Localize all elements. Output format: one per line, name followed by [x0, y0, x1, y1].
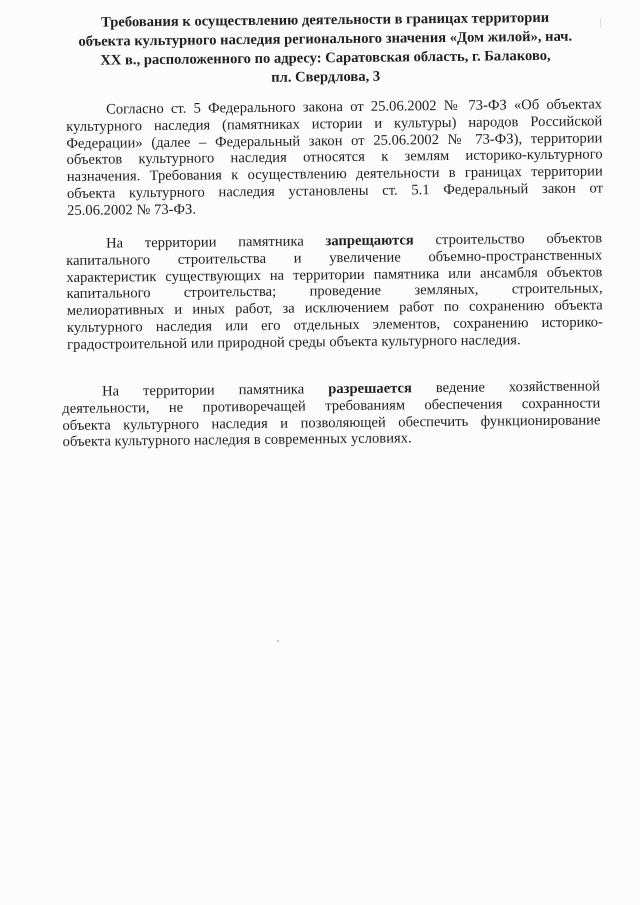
document-title	[60, 8, 591, 90]
paragraph-line: градостроительной или природной среды объекта культурного наследия.	[67, 332, 521, 353]
paragraph-line: культурного наследия или его отдельных элементов, сохранению историко-	[66, 314, 604, 336]
paragraph-line: Федерации» (далее – Федеральный закон от 25.06.2002 № 73-ФЗ), территории	[66, 129, 603, 152]
title-line: объекта культурного наследия регионального значения «Дом жилой», нач.	[78, 28, 573, 50]
paragraph-legal-basis	[66, 96, 603, 219]
text-segment: строительство объектов	[413, 230, 603, 249]
paragraph-line: назначения. Требования к осуществлению деятельности в границах территории	[66, 163, 603, 186]
paragraph-line: 25.06.2002 № 73-ФЗ.	[67, 201, 197, 219]
scan-speck	[277, 640, 279, 642]
text-segment: ведение хозяйственной	[411, 378, 601, 397]
text-segment: На территории памятника	[101, 381, 329, 400]
paragraph-line: капитального строительства; проведение земляных, строительных,	[66, 280, 603, 303]
title-line: пл. Свердлова, 3	[271, 68, 381, 86]
permitted-keyword: разрешается	[328, 380, 412, 398]
paragraph-line: капитального строительства и увеличение объемно-пространственных	[66, 247, 603, 269]
paragraph-line: мелиоративных и иных работ, за исключением работ по сохранению объекта	[66, 297, 603, 320]
scan-mark	[600, 18, 601, 28]
paragraph-line: объекта культурного наследия в современных условиях.	[62, 430, 412, 451]
prohibited-keyword: запрещаются	[325, 232, 414, 250]
paragraph-line: деятельности, не противоречащей требованиям обеспечения сохранности	[62, 395, 601, 417]
paragraph-prohibitions	[66, 230, 603, 353]
paragraph-line: Согласно ст. 5 Федерального закона от 25.06.2002 № 73-ФЗ «Об объектах	[105, 96, 603, 118]
paragraph-line: культурного наследия (памятниках истории и культуры) народов Российской	[66, 113, 603, 135]
title-line: XX в., расположенного по адресу: Саратовская область, г. Балаково,	[100, 47, 551, 69]
title-line: Требования к осуществлению деятельности в границах территории	[100, 9, 550, 31]
paragraph-line: объекта культурного наследия установлены ст. 5.1 Федеральный закон от	[66, 180, 604, 202]
paragraph-permissions	[62, 378, 601, 451]
text-segment: На территории памятника	[105, 233, 326, 252]
paragraph-line: объекта культурного наследия и позволяющей обеспечить функционирование	[62, 411, 601, 434]
paragraph-line: характеристик существующих на территории памятника или ансамбля объектов	[66, 263, 603, 286]
paragraph-line: объектов культурного наследия относятся к землям историко-культурного	[66, 146, 603, 169]
